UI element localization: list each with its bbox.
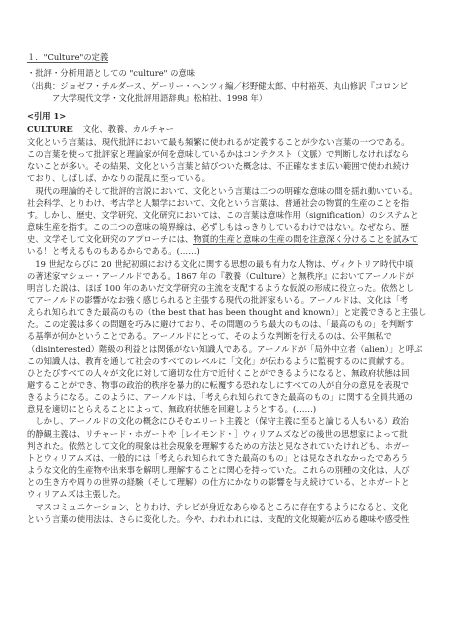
- body-line: えられ知られてきた最高のもの（the best that has been thought and known）」と定義できると主張し: [27, 307, 427, 318]
- source-line-2: ア大学現代文学・文化批評用語辞典』松柏社、1998 年）: [52, 93, 268, 103]
- body-line: 史、文学そして文化研究のアプローチには、物質的生産と意味の生産の間を注意深く分けることを試みて: [27, 234, 418, 245]
- body-line: た。この定義は多くの問題を巧みに避けており、その問題のうち最大のものは、「最高のもの」を判断す: [27, 319, 414, 330]
- body-line: 意味生産を指す。この二つの意味の境界線は、必ずしもはっきりしているわけではない。なぜなら、歴: [27, 222, 409, 233]
- term-gloss: 文化、教養、カルチャー: [82, 124, 175, 134]
- body-line: トとウィリアムズは、一般的には「考えられ知られてきた最高のもの」とは見なされなかったであろう: [27, 452, 409, 463]
- body-line: 避することができ、物事の政治的秩序を暴力的に転覆する恐れなしにすべての人が自分の意見を表現で: [27, 380, 410, 390]
- body-line: 意見を適切にとらえることによって、無政府状態を回避しようとする。(……): [27, 404, 317, 415]
- body-line: 判された。依然として文化的現象は社会現象を理解するための方法と見なされていたけれども、ホガー: [27, 440, 410, 451]
- body-line: ウィリアムズは主張した。: [27, 489, 126, 500]
- quote-label: <引用 1>: [27, 111, 67, 121]
- body-line: （disinterested）階級の利益とは関係がない知識人である。アーノルドが「局外中立者（alien）」と呼ぶ: [27, 343, 423, 354]
- body-line: いる！と考えるものもあるからである。(……): [27, 246, 200, 257]
- body-line: との生き方や周りの世界の経験（そして理解）の仕方にかなりの影響を与え続けている、とホガートと: [27, 477, 410, 488]
- body-line: てアーノルドの影響がなお強く感じられると主張する現代の批評家もいる。アーノルドは、文化は「考: [27, 294, 409, 305]
- body-line: る基準が何かということである。アーノルドにとって、そのような判断を行えるのは、公平無私で: [27, 331, 392, 342]
- body-line: という言葉の使用法は、さらに変化した。今や、われわれには、支配的文化規範が広める趣味や感受性: [27, 513, 410, 524]
- source-line-1: （出典：ジョゼフ・チルダース、ゲーリー・ヘンツィ編／杉野健太郎、中村裕英、丸山修訳『コロンビ: [27, 81, 409, 91]
- body-line: す。しかし、歴史、文学研究、文化研究においては、この言葉は意味作用（signification）のシステムと: [27, 209, 419, 220]
- body-line: 文化という言葉は、現代批評において最も頻繁に使われるが定義することが少ない言葉の一つである。: [27, 137, 410, 147]
- bullet-line: ・批評・分析用語としての "culture" の意味: [27, 68, 196, 78]
- body-line: ひとたびすべての人々が文化に対して適切な仕方で近付くことができるようになると、無政府状態は回: [27, 367, 410, 378]
- body-line: 現代の理論的そして批評的言説において、文化という言葉は二つの明確な意味の間を揺れ動いている。: [27, 185, 418, 196]
- body-line: ないことが多い。その結果、文化という言葉と結びついた概念は、不正確なまま広い範囲で使われ続け: [27, 161, 410, 172]
- underlined-text: 物質的生産と意味の生産の間を注意深く分けることを試みて: [193, 234, 418, 245]
- body-line: ており、しばしば、かなりの混乱に至っている。: [27, 173, 210, 184]
- body-line: マスコミュニケーション、とりわけ、テレビが身近なあらゆるところに存在するようになると、文化: [27, 501, 408, 512]
- body-line: ような文化的生産物や出来事を解明し理解することに関心を持っていた。これらの別種の文化は、人び: [27, 465, 410, 476]
- body-line: 社会科学、とりわけ、考古学と人類学において、文化という言葉は、普通社会の物質的生産のことを指: [27, 197, 410, 208]
- body-line: この言葉を使って批評家と理論家が何を意味しているかはコンテクスト（文脈）で判断しなければなら: [27, 149, 410, 160]
- body-line: 明言した説は、ほぼ 100 年のあいだ文学研究の主流を支配するような仮説の形成に役立った。依然とし: [27, 282, 415, 293]
- body-line: この知識人は、教育を通して社会のすべてのレベルに「文化」が伝わるように監視するのに貢献する。: [27, 355, 410, 366]
- body-line: 19 世紀ならびに 20 世紀初頭における文化に関する思想の最も有力な人物は、ヴィクトリア時代中頃: [27, 258, 414, 269]
- section-heading-title: "Culture"の定義: [43, 52, 109, 62]
- term-word: CULTURE: [27, 124, 73, 134]
- body-line: の著述家マシュー・アーノルドである。1867 年の『教養（Culture）と無秩序』においてアーノルドが: [27, 270, 414, 281]
- section-heading-number: １．: [27, 52, 44, 62]
- body-line: しかし、アーノルドの文化の概念にひそむエリート主義と（保守主義に至ると論じる人もいる）政治: [27, 416, 409, 427]
- body-line: 的静観主義は、リチャード・ホガートや［レイモンド・］ウィリアムズなどの後世の思想家によって批: [27, 428, 408, 439]
- section-heading: [27, 52, 427, 63]
- term-line: [27, 124, 427, 135]
- body-line: きるようになる。このように、アーノルドは、「考えられ知られてきた最高のもの」に関する全員共通の: [27, 392, 413, 403]
